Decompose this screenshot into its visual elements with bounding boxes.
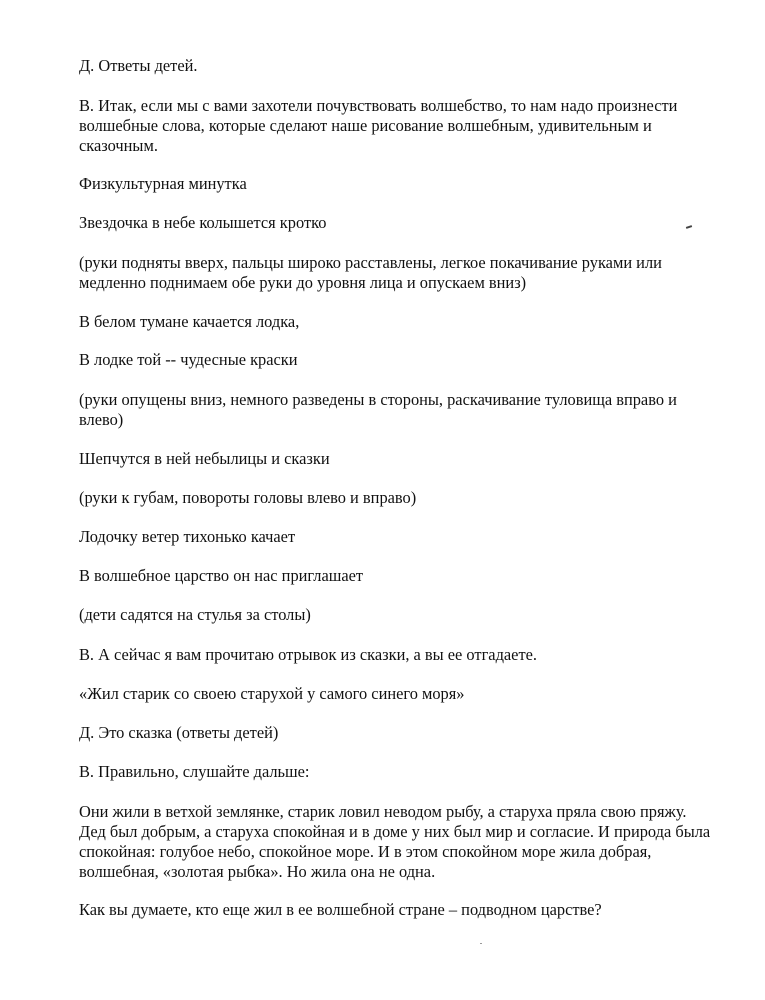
text-line: Дед был добрым, а старуха спокойная и в доме у них был мир и согласие. И природа была	[79, 822, 711, 841]
scan-speck	[480, 943, 482, 944]
text-line: (руки подняты вверх, пальцы широко расставлены, легкое покачивание руками или	[79, 253, 662, 272]
text-line: Лодочку ветер тихонько качает	[79, 527, 296, 546]
text-line: (руки опущены вниз, немного разведены в стороны, раскачивание туловища вправо и	[79, 390, 677, 409]
text-line: (дети садятся на стулья за столы)	[79, 605, 311, 624]
paragraph-question	[79, 900, 749, 920]
paragraph-instruction-arms-down	[79, 390, 749, 430]
paragraph-verse-paints	[79, 350, 749, 370]
text-line: (руки к губам, повороты головы влево и вправо)	[79, 488, 417, 507]
paragraph-reading-excerpt	[79, 645, 749, 665]
text-line: Шепчутся в ней небылицы и сказки	[79, 449, 330, 468]
text-line: В. А сейчас я вам прочитаю отрывок из сказки, а вы ее отгадаете.	[79, 645, 537, 664]
text-line: «Жил старик со своею старухой у самого синего моря»	[79, 684, 465, 703]
text-line: В. Итак, если мы с вами захотели почувствовать волшебство, то нам надо произнести	[79, 96, 678, 115]
paragraph-instruction-lips	[79, 488, 749, 508]
paragraph-magic-words	[79, 96, 749, 156]
paragraph-verse-wind	[79, 527, 749, 547]
text-line: медленно поднимаем обе руки до уровня лица и опускаем вниз)	[79, 273, 527, 292]
text-line: Они жили в ветхой землянке, старик ловил неводом рыбу, а старуха пряла свою пряжу.	[79, 802, 687, 821]
text-line: спокойная: голубое небо, спокойное море. И в этом спокойном море жила добрая,	[79, 842, 652, 861]
text-line: Д. Ответы детей.	[79, 56, 198, 75]
paragraph-verse-star	[79, 213, 749, 233]
text-line: В белом тумане качается лодка,	[79, 312, 300, 331]
text-line: волшебная, «золотая рыбка». Но жила она не одна.	[79, 862, 436, 881]
paragraph-verse-whisper	[79, 449, 749, 469]
paragraph-verse-boat	[79, 312, 749, 332]
text-line: В лодке той -- чудесные краски	[79, 350, 298, 369]
paragraph-fairy-tale-answer	[79, 723, 749, 743]
paragraph-instruction-sit	[79, 605, 749, 625]
paragraph-correct-listen	[79, 762, 749, 782]
text-line: Физкультурная минутка	[79, 174, 247, 193]
paragraph-instruction-arms-up	[79, 253, 749, 293]
paragraph-verse-kingdom	[79, 566, 749, 586]
text-line: Д. Это сказка (ответы детей)	[79, 723, 279, 742]
text-line: сказочным.	[79, 136, 158, 155]
text-line: влево)	[79, 410, 124, 429]
paragraph-children-answers	[79, 56, 749, 76]
paragraph-quote	[79, 684, 749, 704]
paragraph-exercise-heading	[79, 174, 749, 194]
text-line: В. Правильно, слушайте дальше:	[79, 762, 310, 781]
paragraph-story	[79, 802, 749, 882]
text-line: Звездочка в небе колышется кротко	[79, 213, 327, 232]
text-line: В волшебное царство он нас приглашает	[79, 566, 364, 585]
text-line: волшебные слова, которые сделают наше рисование волшебным, удивительным и	[79, 116, 652, 135]
text-line: Как вы думаете, кто еще жил в ее волшебной стране – подводном царстве?	[79, 900, 602, 919]
